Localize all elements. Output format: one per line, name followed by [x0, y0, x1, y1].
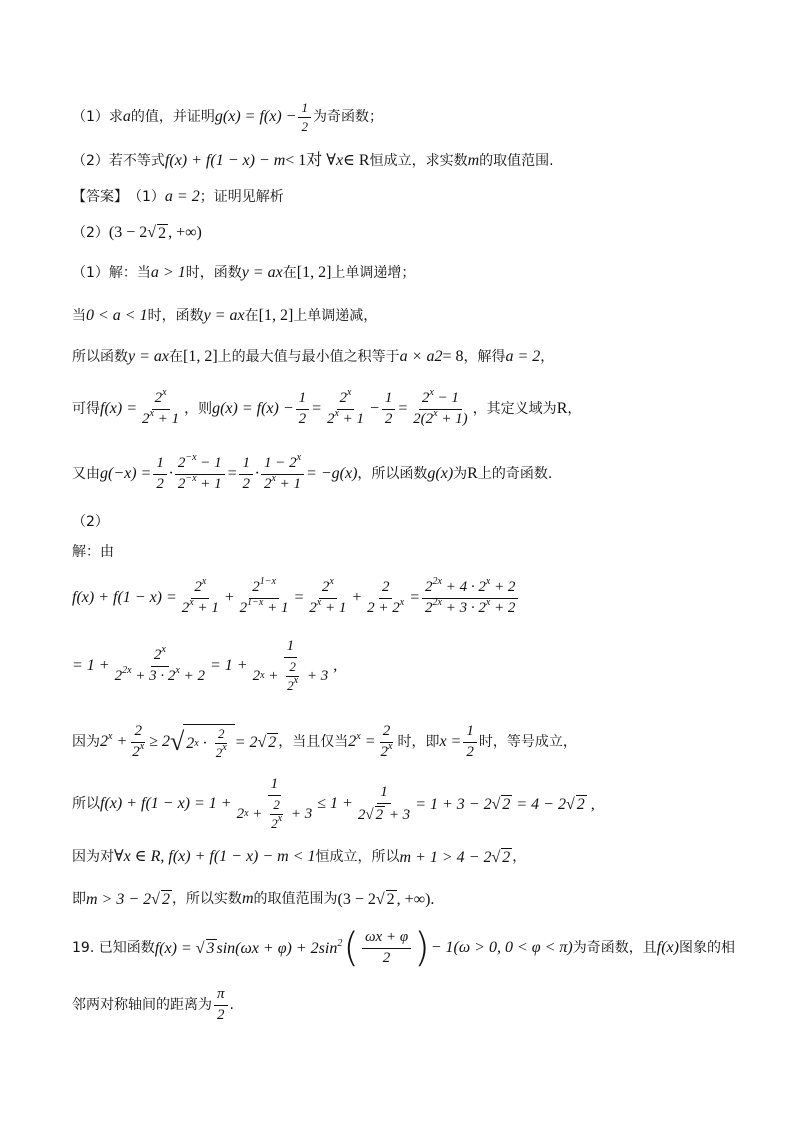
sol2-eq1: f(x) + f(1 − x) = $\frac{2^x}{2^x + 1}$ + $\frac{2^{1-x}}{2^{1-x} + 1}$ = $\frac{2^x}{2^x + 1}$ + $\frac{2}{2 + 2^x}$ = $\frac{2^{2x} + 4 \cdot 2^x + 2}{2^{2x} + 3 \cdot 2^x + 2}$: [72, 574, 753, 622]
frac-half: $\frac{1}{2}$: [298, 101, 311, 133]
sol1-line4: 可得 f(x) = $\frac{2^x}{2^x + 1}$ ，则 g(x) = f(x) − $\frac{1}{2}$ = $\frac{2^x}{2^x + 1}$ − $\frac{1}{2}$ = $\frac{2^x - 1}{2(2^x + 1)}$ ，其定义域为 R ，: [72, 386, 582, 427]
q19-line2: 邻两对称轴间的距离为 $\frac{\pi}{2}$ .: [72, 985, 234, 1023]
sol1-line5: 又由 g(−x) = $\frac{1}{2}$ · $\frac{2^{-x} - 1}{2^{-x} + 1}$ = $\frac{1}{2}$ · $\frac{1 - 2^x}{2^x + 1}$ = −g(x) ，所以函数 g(x) 为 R 上的奇函数.: [72, 451, 553, 492]
answer-part2: （2） (3 − 2 √ 2 , +∞): [72, 224, 202, 242]
sol1-line2: 当 0 < a < 1 时，函数 y = a x 在 [1, 2] 上单调递减，: [72, 307, 378, 324]
sol2-bound: 所以 f(x) + f(1 − x) = 1 + 1 2 x + $\frac{2}{2^x}$ + 3 ≤ 1 + $\frac{1}{2√ 2 + 3}$ = 1 + 3 − 2√ 2 = 4 − 2√ 2 ,: [72, 776, 595, 831]
g-def: g(x) = f(x) −: [214, 108, 297, 125]
var-a: a: [122, 108, 131, 125]
answer-label: 【答案】: [72, 189, 128, 205]
part2-label: （2）: [72, 514, 109, 530]
sol1-line3: 所以函数 y = a x 在 [1, 2] 上的最大值与最小值之积等于 a × a 2 = 8 ，解得 a = 2 ，: [72, 348, 555, 365]
sol2-cond: 因为对 ∀x ∈ R, f(x) + f(1 − x) − m < 1 恒成立，所以 m + 1 > 4 − 2√ 2 ，: [72, 848, 527, 866]
ineq-expr: f(x) + f(1 − x) − m: [164, 152, 286, 169]
sol1-line1: （1）解：当 a > 1 时，函数 y = a x 在 [1, 2] 上单调递增；: [72, 264, 416, 281]
q19-line1: 19. 已知函数 f(x) = √ 3 $\sin(\omega x + \varphi) + 2\sin^2$ ( $\frac{\omega x + \varphi}{2}$ ) − 1(ω > 0, 0 < φ < π) 为奇函数，且 f(x) 图象的相: [72, 925, 735, 971]
sol2-eq2: = 1 + $\frac{2^x}{2^{2x} + 3 \cdot 2^x + 2}$ = 1 + 1 2 x + $\frac{2}{2^x}$ + 3 ,: [72, 638, 338, 693]
part1-question: （1）求 a 的值，并证明 g(x) = f(x) − $\frac{1}{2}$ 为奇函数；: [72, 99, 383, 134]
part2-question: （2）若不等式 f(x) + f(1 − x) − m < 1对 ∀ x ∈ R 恒成立，求实数 m 的取值范围.: [72, 152, 554, 169]
sol2-intro: 解：由: [72, 544, 114, 560]
sol2-amgm: 因为 $2^x$ + $\frac{2}{2^x}$ ≥ 2 √ 2 x · $\frac{2}{2^x}$ = 2√ 2 ，当且仅当 $2^x$ = $\frac{2}{2^x}$ 时，即 x = $\frac{1}{2}$ 时，等号成立，: [72, 722, 577, 760]
answer-line: 【答案】 （1） a = 2 ；证明见解析: [72, 188, 284, 205]
question-number: 19. 已知函数: [72, 940, 155, 956]
sol2-result: 即 m > 3 − 2√ 2 ，所以实数 m 的取值范围为 (3 − 2√ 2 , +∞).: [72, 890, 435, 908]
